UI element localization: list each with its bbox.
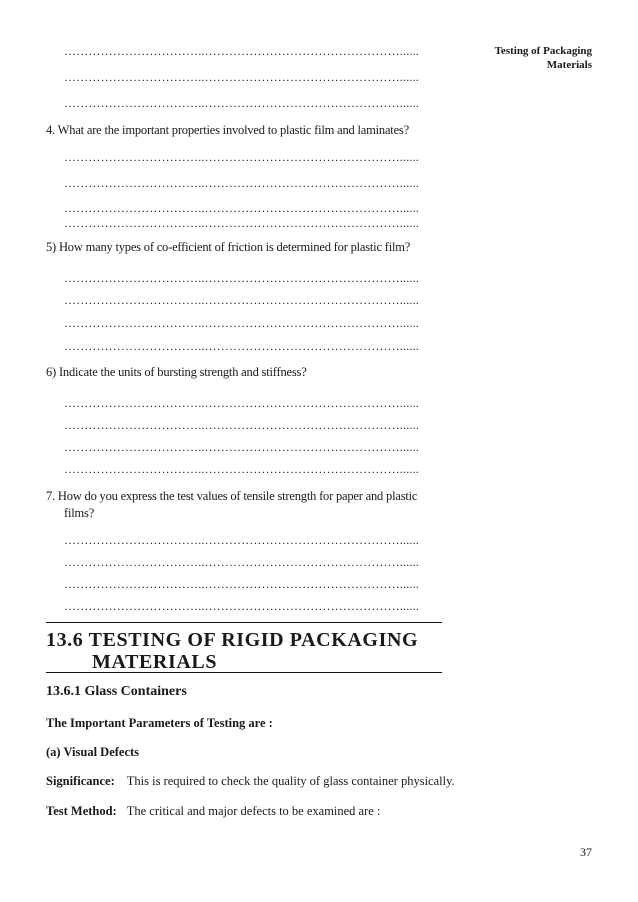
test-method-label: Test Method: [46,804,117,818]
answer-line: ……………………………..…………………………………………...... [64,70,419,84]
answer-line: ……………………………..…………………………………………...... [64,201,419,215]
answer-line: ……………………………..…………………………………………...... [64,44,419,58]
answer-line: ……………………………..…………………………………………...... [64,176,419,190]
section-rule-bottom [46,672,442,673]
question-6: 6) Indicate the units of bursting strength and stiffness? [46,365,307,379]
answer-line: ……………………………..…………………………………………...... [64,418,419,432]
question-5: 5) How many types of co-efficient of friction is determined for plastic film? [46,240,411,254]
answer-line: ……………………………..…………………………………………...... [64,316,419,330]
answer-line: ……………………………..…………………………………………...... [64,271,419,285]
answer-line: ……………………………..…………………………………………...... [64,555,419,569]
question-7-continued: films? [64,506,95,520]
question-7: 7. How do you express the test values of tensile strength for paper and plastic [46,489,418,503]
running-header [495,44,592,72]
answer-line: ……………………………..…………………………………………...... [64,440,419,454]
section-title-line-2: MATERIALS [92,651,218,673]
answer-line: ……………………………..…………………………………………...... [64,599,419,613]
section-rule-top [46,622,442,623]
section-title: 13.6 TESTING OF RIGID PACKAGING [46,629,419,651]
test-method-text: The critical and major defects to be examined are : [126,804,381,818]
test-method-paragraph [46,802,380,820]
question-4: 4. What are the important properties involved to plastic film and laminates? [46,123,409,137]
header-line-1: Testing of Packaging [494,45,592,57]
answer-line: ……………………………..…………………………………………...... [64,396,419,410]
answer-line: ……………………………..…………………………………………...... [64,293,419,307]
significance-label: Significance: [46,774,115,788]
answer-line: ……………………………..…………………………………………...... [64,577,419,591]
subsection-title: 13.6.1 Glass Containers [46,684,187,699]
answer-line: ……………………………..…………………………………………...... [64,533,419,547]
answer-line: ……………………………..…………………………………………...... [64,339,419,353]
header-line-2: Materials [546,59,592,71]
answer-line: ……………………………..…………………………………………...... [64,216,419,230]
answer-line: ……………………………..…………………………………………...... [64,462,419,476]
significance-text: This is required to check the quality of glass container physically. [126,774,455,788]
item-a-heading: (a) Visual Defects [46,745,140,759]
answer-line: ……………………………..…………………………………………...... [64,150,419,164]
answer-line: ……………………………..…………………………………………...... [64,96,419,110]
page-number: 37 [580,845,592,859]
parameters-heading: The Important Parameters of Testing are : [46,716,273,730]
significance-paragraph [46,772,455,790]
